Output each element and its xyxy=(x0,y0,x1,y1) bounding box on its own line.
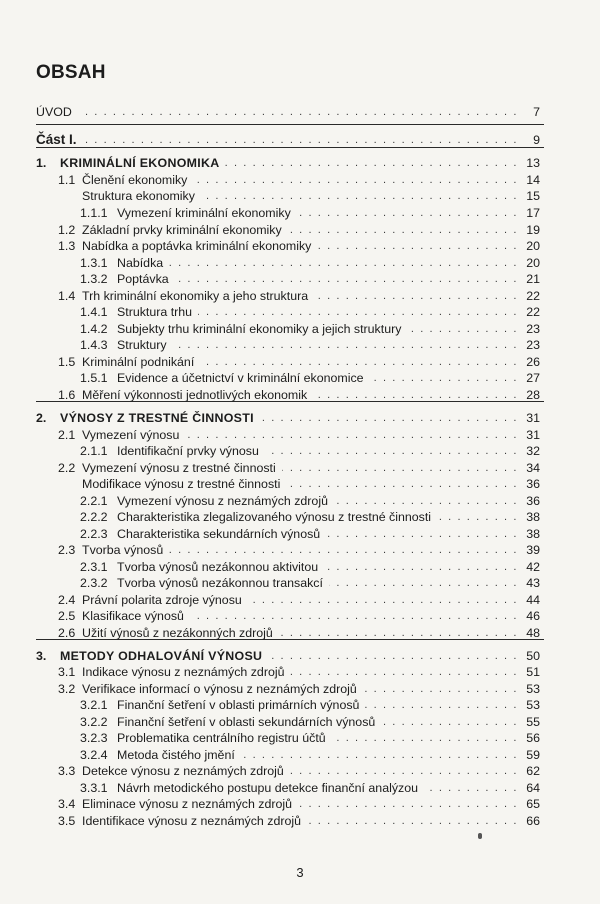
toc-entry-page: 51 xyxy=(526,665,540,679)
toc-entry-number: 3.3.1 xyxy=(80,781,108,795)
toc-entry-number: 2.3.2 xyxy=(80,576,108,590)
toc-chapter-entry xyxy=(0,409,600,427)
toc-entry-page: 21 xyxy=(526,272,540,286)
toc-entry-title: Tvorba výnosů nezákonnou transakcí xyxy=(117,576,323,590)
toc-entry-number: 2.3.1 xyxy=(80,560,108,574)
toc-chapter-entry xyxy=(0,103,600,121)
toc-entry-page: 26 xyxy=(526,355,540,369)
toc-entry-title: KRIMINÁLNÍ EKONOMIKA xyxy=(60,156,220,170)
toc-entry-number: 3.5 xyxy=(58,814,76,828)
toc-entry-title: Struktury xyxy=(117,338,167,352)
toc-entry-page: 48 xyxy=(526,626,540,640)
toc-entry-title: Identifikace výnosu z neznámých zdrojů xyxy=(82,814,302,828)
toc-entry-title: Členění ekonomiky xyxy=(82,173,188,187)
page-number: 3 xyxy=(296,865,304,880)
toc-entry-title: Tvorba výnosů nezákonnou aktivitou xyxy=(117,560,319,574)
toc-entry-number: 1.4 xyxy=(58,289,76,303)
toc-entry-number: 1.3.1 xyxy=(80,256,108,270)
toc-entry-page: 62 xyxy=(526,764,540,778)
toc-entry-title: Návrh metodického postupu detekce finanční analýzou xyxy=(117,781,419,795)
toc-entry-page: 36 xyxy=(526,477,540,491)
toc-section-entry xyxy=(0,386,600,404)
toc-entry-title: Subjekty trhu kriminální ekonomiky a jejich struktury xyxy=(117,322,402,336)
toc-entry-number: 2.3 xyxy=(58,543,76,557)
dot-leader xyxy=(265,442,518,460)
dot-leader xyxy=(279,624,518,642)
toc-entry-number: 2.2.2 xyxy=(80,510,108,524)
toc-entry-page: 9 xyxy=(533,133,540,147)
toc-entry-page: 56 xyxy=(526,731,540,745)
toc-entry-number: 3.2.1 xyxy=(80,698,108,712)
toc-entry-page: 34 xyxy=(526,461,540,475)
toc-entry-page: 32 xyxy=(526,444,540,458)
toc-entry-number: 1.3 xyxy=(58,239,76,253)
toc-entry-number: 3.2.3 xyxy=(80,731,108,745)
toc-entry-title: Eliminace výnosu z neznámých zdrojů xyxy=(82,797,293,811)
toc-entry-title: Indikace výnosu z neznámých zdrojů xyxy=(82,665,285,679)
toc-section-entry xyxy=(0,607,600,625)
toc-entry-page: 64 xyxy=(526,781,540,795)
toc-entry-number: 3. xyxy=(36,649,47,663)
toc-entry-title: Charakteristika sekundárních výnosů xyxy=(117,527,321,541)
toc-entry-number: 1.4.3 xyxy=(80,338,108,352)
dot-leader xyxy=(332,729,518,747)
toc-entry-page: 53 xyxy=(526,698,540,712)
toc-subsection-entry xyxy=(0,508,600,526)
toc-entry-page: 39 xyxy=(526,543,540,557)
toc-entry-page: 42 xyxy=(526,560,540,574)
toc-entry-title: Modifikace výnosu z trestné činnosti xyxy=(82,477,281,491)
toc-entry-title: Část I. xyxy=(36,132,77,147)
toc-entry-page: 31 xyxy=(526,411,540,425)
toc-entry-page: 53 xyxy=(526,682,540,696)
toc-entry-title: Evidence a účetnictví v kriminální ekonomice xyxy=(117,371,364,385)
toc-entry-number: 1.5.1 xyxy=(80,371,108,385)
toc-subsection-entry xyxy=(0,336,600,354)
toc-entry-title: Kriminální podnikání xyxy=(82,355,195,369)
toc-entry-title: Finanční šetření v oblasti primárních výnosů xyxy=(117,698,360,712)
toc-subsection-entry xyxy=(0,187,600,205)
dot-leader xyxy=(290,663,518,681)
toc-entry-number: 1.2 xyxy=(58,223,76,237)
ink-speck xyxy=(478,833,482,839)
toc-section-entry xyxy=(0,237,600,255)
toc-entry-title: Charakteristika zlegalizovaného výnosu z trestné činnosti xyxy=(117,510,432,524)
toc-entry-title: Užití výnosů z nezákonných zdrojů xyxy=(82,626,273,640)
toc-entry-page: 59 xyxy=(526,748,540,762)
toc-entry-number: 1.6 xyxy=(58,388,76,402)
toc-entry-title: Struktura trhu xyxy=(117,305,193,319)
toc-subsection-entry xyxy=(0,442,600,460)
toc-entry-page: 22 xyxy=(526,289,540,303)
toc-subsection-entry xyxy=(0,696,600,714)
dot-leader xyxy=(297,204,518,222)
toc-subsection-entry xyxy=(0,729,600,747)
toc-entry-page: 20 xyxy=(526,239,540,253)
toc-entry-title: Vymezení výnosu z trestné činnosti xyxy=(82,461,276,475)
toc-subsection-entry xyxy=(0,303,600,321)
toc-entry-title: Struktura ekonomiky xyxy=(82,189,195,203)
toc-entry-page: 20 xyxy=(526,256,540,270)
toc-entry-title: Nabídka xyxy=(117,256,164,270)
toc-subsection-entry xyxy=(0,369,600,387)
section-divider xyxy=(36,124,544,125)
dot-leader xyxy=(190,607,518,625)
toc-entry-title: Měření výkonnosti jednotlivých ekonomik xyxy=(82,388,308,402)
toc-entry-title: Trh kriminální ekonomiky a jeho struktura xyxy=(82,289,309,303)
toc-entry-page: 19 xyxy=(526,223,540,237)
toc-entry-number: 3.2.4 xyxy=(80,748,108,762)
toc-entry-title: ÚVOD xyxy=(36,105,72,119)
toc-subsection-entry xyxy=(0,574,600,592)
dot-leader xyxy=(286,475,518,493)
dot-leader xyxy=(370,369,518,387)
toc-section-entry xyxy=(0,663,600,681)
toc-entry-page: 22 xyxy=(526,305,540,319)
toc-entry-number: 2.4 xyxy=(58,593,76,607)
toc-entry-title: Problematika centrálního registru účtů xyxy=(117,731,326,745)
toc-entry-page: 17 xyxy=(526,206,540,220)
toc-entry-title: Finanční šetření v oblasti sekundárních výnosů xyxy=(117,715,376,729)
toc-subsection-entry xyxy=(0,204,600,222)
toc-entry-page: 14 xyxy=(526,173,540,187)
toc-chapter-entry xyxy=(0,154,600,172)
toc-entry-number: 1.1.1 xyxy=(80,206,108,220)
toc-entry-page: 31 xyxy=(526,428,540,442)
toc-section-entry xyxy=(0,624,600,642)
dot-leader xyxy=(313,386,518,404)
toc-entry-page: 38 xyxy=(526,510,540,524)
toc-entry-page: 50 xyxy=(526,649,540,663)
toc-entry-number: 1.3.2 xyxy=(80,272,108,286)
toc-entry-page: 28 xyxy=(526,388,540,402)
toc-entry-title: Detekce výnosu z neznámých zdrojů xyxy=(82,764,284,778)
toc-entry-page: 15 xyxy=(526,189,540,203)
toc-subsection-entry xyxy=(0,270,600,288)
toc-entry-page: 23 xyxy=(526,322,540,336)
toc-entry-page: 13 xyxy=(526,156,540,170)
toc-entry-page: 46 xyxy=(526,609,540,623)
dot-leader xyxy=(437,508,518,526)
toc-entry-page: 44 xyxy=(526,593,540,607)
dot-leader xyxy=(79,131,518,149)
toc-entry-title: Základní prvky kriminální ekonomiky xyxy=(82,223,282,237)
toc-entry-title: Identifikační prvky výnosu xyxy=(117,444,259,458)
toc-entry-title: Poptávka xyxy=(117,272,169,286)
toc-entry-number: 3.1 xyxy=(58,665,76,679)
toc-entry-number: 3.3 xyxy=(58,764,76,778)
toc-entry-title: Metoda čistého jmění xyxy=(117,748,235,762)
toc-entry-title: METODY ODHALOVÁNÍ VÝNOSU xyxy=(60,649,263,663)
toc-entry-page: 55 xyxy=(526,715,540,729)
toc-entry-title: Verifikace informací o výnosu z neznámých zdrojů xyxy=(82,682,357,696)
toc-entry-title: Právní polarita zdroje výnosu xyxy=(82,593,242,607)
toc-entry-title: Vymezení výnosu z neznámých zdrojů xyxy=(117,494,328,508)
toc-entry-number: 2.2 xyxy=(58,461,76,475)
page-title: OBSAH xyxy=(36,62,106,83)
dot-leader xyxy=(198,303,518,321)
toc-entry-number: 1. xyxy=(36,156,47,170)
toc-entry-title: Vymezení výnosu xyxy=(82,428,180,442)
toc-entry-number: 2.1.1 xyxy=(80,444,108,458)
toc-entry-number: 2.5 xyxy=(58,609,76,623)
toc-entry-page: 65 xyxy=(526,797,540,811)
toc-entry-number: 1.4.1 xyxy=(80,305,108,319)
dot-leader xyxy=(307,812,518,830)
dot-leader xyxy=(78,103,518,121)
toc-entry-number: 2.2.1 xyxy=(80,494,108,508)
toc-section-entry xyxy=(0,541,600,559)
toc-entry-page: 66 xyxy=(526,814,540,828)
toc-entry-page: 7 xyxy=(533,105,540,119)
toc-entry-title: VÝNOSY Z TRESTNÉ ČINNOSTI xyxy=(60,411,254,425)
toc-subsection-entry xyxy=(0,475,600,493)
toc-entry-number: 1.1 xyxy=(58,173,76,187)
toc-section-entry xyxy=(0,795,600,813)
dot-leader xyxy=(365,696,518,714)
toc-entry-number: 1.5 xyxy=(58,355,76,369)
toc-entry-page: 36 xyxy=(526,494,540,508)
dot-leader xyxy=(317,237,518,255)
toc-entry-page: 43 xyxy=(526,576,540,590)
dot-leader xyxy=(298,795,518,813)
dot-leader xyxy=(169,541,518,559)
toc-section-entry xyxy=(0,762,600,780)
dot-leader xyxy=(290,762,518,780)
dot-leader xyxy=(329,574,518,592)
toc-entry-number: 2.1 xyxy=(58,428,76,442)
toc-entry-page: 27 xyxy=(526,371,540,385)
toc-entry-title: Tvorba výnosů xyxy=(82,543,164,557)
toc-section-entry xyxy=(0,812,600,830)
dot-leader xyxy=(225,154,518,172)
toc-chapter-entry xyxy=(0,131,600,149)
toc-entry-page: 38 xyxy=(526,527,540,541)
toc-entry-number: 2.6 xyxy=(58,626,76,640)
dot-leader xyxy=(201,187,518,205)
dot-leader xyxy=(173,336,518,354)
toc-entry-number: 3.2 xyxy=(58,682,76,696)
dot-leader xyxy=(175,270,518,288)
dot-leader xyxy=(260,409,518,427)
toc-entry-number: 3.2.2 xyxy=(80,715,108,729)
toc-entry-page: 23 xyxy=(526,338,540,352)
toc-entry-title: Nabídka a poptávka kriminální ekonomiky xyxy=(82,239,312,253)
toc-entry-title: Vymezení kriminální ekonomiky xyxy=(117,206,291,220)
toc-entry-number: 2. xyxy=(36,411,47,425)
toc-entry-number: 3.4 xyxy=(58,797,76,811)
toc-entry-title: Klasifikace výnosů xyxy=(82,609,184,623)
toc-entry-number: 1.4.2 xyxy=(80,322,108,336)
toc-entry-number: 2.2.3 xyxy=(80,527,108,541)
